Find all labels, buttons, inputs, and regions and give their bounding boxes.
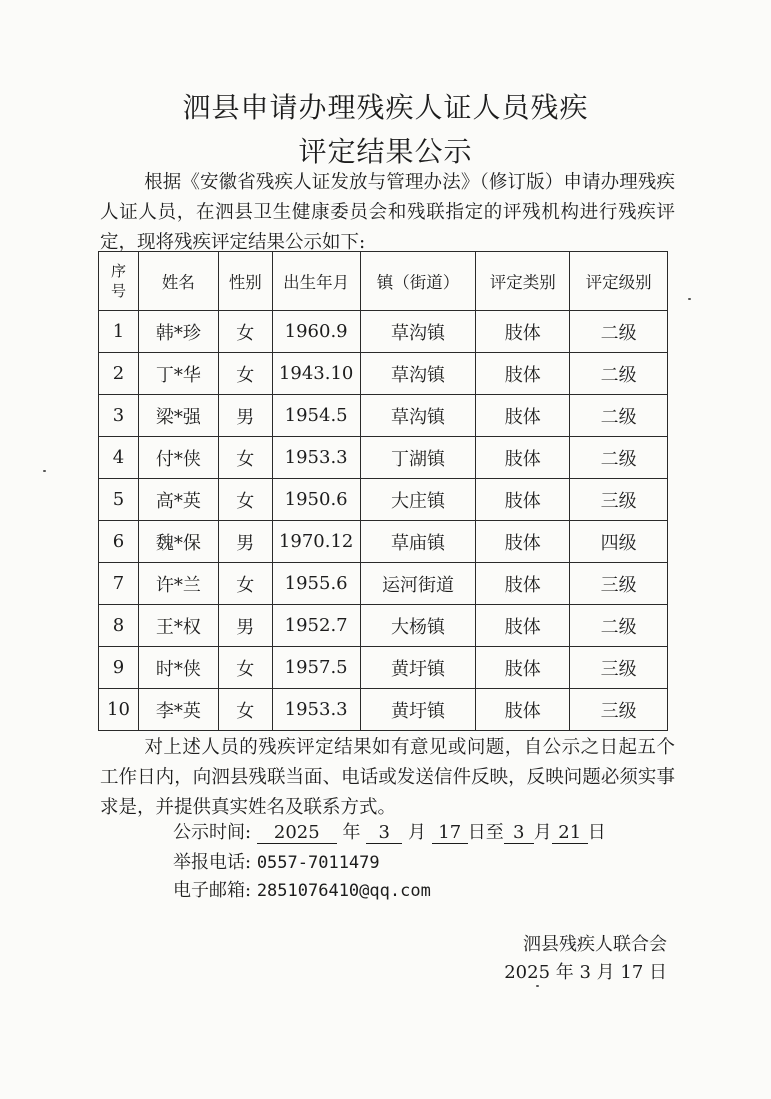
- cell-level: 二级: [570, 311, 668, 353]
- cell-gender: 女: [218, 437, 272, 479]
- cell-birth: 1954.5: [272, 395, 360, 437]
- cell-category: 肢体: [476, 311, 570, 353]
- cell-category: 肢体: [476, 605, 570, 647]
- cell-gender: 女: [218, 479, 272, 521]
- email-label: 电子邮箱:: [173, 880, 252, 901]
- header-town: 镇（街道）: [360, 252, 476, 311]
- cell-town: 丁湖镇: [360, 437, 476, 479]
- document-title-line1: 泗县申请办理残疾人证人员残疾: [182, 91, 589, 124]
- header-level: 评定级别: [570, 252, 668, 311]
- table-row: [99, 605, 668, 647]
- cell-name: 丁*华: [138, 353, 218, 395]
- notice-paragraph: [100, 733, 675, 823]
- cell-town: 黄圩镇: [360, 647, 476, 689]
- intro-text: 根据《安徽省残疾人证发放与管理办法》（修订版）申请办理残疾人证人员，在泗县卫生健康委员会和残联指定的评残机构进行残疾评定，现将残疾评定结果公示如下:: [100, 172, 675, 253]
- header-seq: 序 号: [99, 252, 139, 311]
- publicity-start-month-unit: 月: [408, 822, 427, 843]
- cell-level: 四级: [570, 521, 668, 563]
- results-table: [98, 251, 668, 731]
- cell-seq: 5: [99, 479, 139, 521]
- table-row: [99, 689, 668, 731]
- table-row: [99, 479, 668, 521]
- publicity-start-day: 17: [432, 823, 468, 844]
- publicity-end-month: 3: [504, 823, 534, 844]
- cell-name: 韩*珍: [138, 311, 218, 353]
- report-phone: [173, 848, 380, 874]
- publicity-year-unit: 年: [342, 822, 361, 843]
- cell-gender: 女: [218, 563, 272, 605]
- table-row: [99, 353, 668, 395]
- cell-category: 肢体: [476, 479, 570, 521]
- cell-category: 肢体: [476, 647, 570, 689]
- email-value: 2851076410@qq.com: [256, 881, 431, 901]
- document-title-line2: 评定结果公示: [298, 135, 473, 168]
- table-row: [99, 521, 668, 563]
- cell-category: 肢体: [476, 689, 570, 731]
- cell-level: 二级: [570, 437, 668, 479]
- cell-birth: 1955.6: [272, 563, 360, 605]
- phone-label: 举报电话:: [173, 852, 252, 873]
- cell-category: 肢体: [476, 395, 570, 437]
- cell-town: 大庄镇: [360, 479, 476, 521]
- cell-seq: 9: [99, 647, 139, 689]
- cell-birth: 1970.12: [272, 521, 360, 563]
- table-row: [99, 647, 668, 689]
- cell-seq: 2: [99, 353, 139, 395]
- cell-name: 高*英: [138, 479, 218, 521]
- cell-level: 二级: [570, 353, 668, 395]
- cell-town: 草沟镇: [360, 395, 476, 437]
- cell-name: 梁*强: [138, 395, 218, 437]
- cell-town: 运河街道: [360, 563, 476, 605]
- cell-category: 肢体: [476, 563, 570, 605]
- cell-gender: 女: [218, 311, 272, 353]
- cell-name: 王*权: [138, 605, 218, 647]
- cell-name: 许*兰: [138, 563, 218, 605]
- cell-name: 时*侠: [138, 647, 218, 689]
- header-name: 姓名: [138, 252, 218, 311]
- cell-gender: 男: [218, 395, 272, 437]
- cell-level: 三级: [570, 563, 668, 605]
- cell-town: 大杨镇: [360, 605, 476, 647]
- notice-text: 对上述人员的残疾评定结果如有意见或问题，自公示之日起五个工作日内，向泗县残联当面、电话或发送信件反映，反映问题必须实事求是，并提供真实姓名及联系方式。: [100, 737, 675, 818]
- cell-birth: 1943.10: [272, 353, 360, 395]
- cell-birth: 1960.9: [272, 311, 360, 353]
- cell-birth: 1952.7: [272, 605, 360, 647]
- cell-name: 李*英: [138, 689, 218, 731]
- phone-value: 0557-7011479: [256, 853, 380, 873]
- cell-gender: 女: [218, 689, 272, 731]
- table-row: [99, 437, 668, 479]
- issue-date: 2025 年 3 月 17 日: [504, 962, 667, 983]
- cell-town: 黄圩镇: [360, 689, 476, 731]
- publicity-day-unit: 日: [587, 822, 606, 843]
- cell-gender: 男: [218, 605, 272, 647]
- cell-category: 肢体: [476, 437, 570, 479]
- cell-seq: 3: [99, 395, 139, 437]
- cell-gender: 女: [218, 353, 272, 395]
- table-header-row: [99, 252, 668, 311]
- cell-town: 草沟镇: [360, 353, 476, 395]
- table-row: [99, 563, 668, 605]
- scan-speck: [688, 298, 691, 300]
- cell-birth: 1950.6: [272, 479, 360, 521]
- cell-level: 二级: [570, 395, 668, 437]
- cell-level: 三级: [570, 479, 668, 521]
- cell-birth: 1953.3: [272, 689, 360, 731]
- cell-level: 三级: [570, 689, 668, 731]
- cell-seq: 4: [99, 437, 139, 479]
- cell-birth: 1957.5: [272, 647, 360, 689]
- cell-category: 肢体: [476, 353, 570, 395]
- cell-name: 魏*保: [138, 521, 218, 563]
- cell-seq: 6: [99, 521, 139, 563]
- scan-speck: [43, 470, 46, 472]
- report-email: [173, 876, 431, 902]
- header-gender: 性别: [218, 252, 272, 311]
- cell-level: 三级: [570, 647, 668, 689]
- publicity-year: 2025: [257, 823, 337, 844]
- cell-seq: 1: [99, 311, 139, 353]
- issuer-organization: 泗县残疾人联合会: [523, 934, 667, 955]
- header-category: 评定类别: [476, 252, 570, 311]
- cell-town: 草庙镇: [360, 521, 476, 563]
- cell-birth: 1953.3: [272, 437, 360, 479]
- publicity-label: 公示时间:: [173, 822, 252, 843]
- publicity-end-day: 21: [552, 823, 588, 844]
- cell-seq: 7: [99, 563, 139, 605]
- table-row: [99, 395, 668, 437]
- table-row: [99, 311, 668, 353]
- cell-seq: 8: [99, 605, 139, 647]
- scan-speck: [536, 985, 539, 987]
- publicity-end-month-unit: 月: [533, 822, 552, 843]
- publicity-start-month: 3: [366, 823, 402, 844]
- cell-category: 肢体: [476, 521, 570, 563]
- cell-gender: 女: [218, 647, 272, 689]
- publicity-period: [173, 818, 606, 844]
- cell-seq: 10: [99, 689, 139, 731]
- header-birth: 出生年月: [272, 252, 360, 311]
- cell-town: 草沟镇: [360, 311, 476, 353]
- cell-level: 二级: [570, 605, 668, 647]
- cell-gender: 男: [218, 521, 272, 563]
- intro-paragraph: [100, 168, 675, 258]
- publicity-day-to: 日至: [467, 822, 504, 843]
- cell-name: 付*侠: [138, 437, 218, 479]
